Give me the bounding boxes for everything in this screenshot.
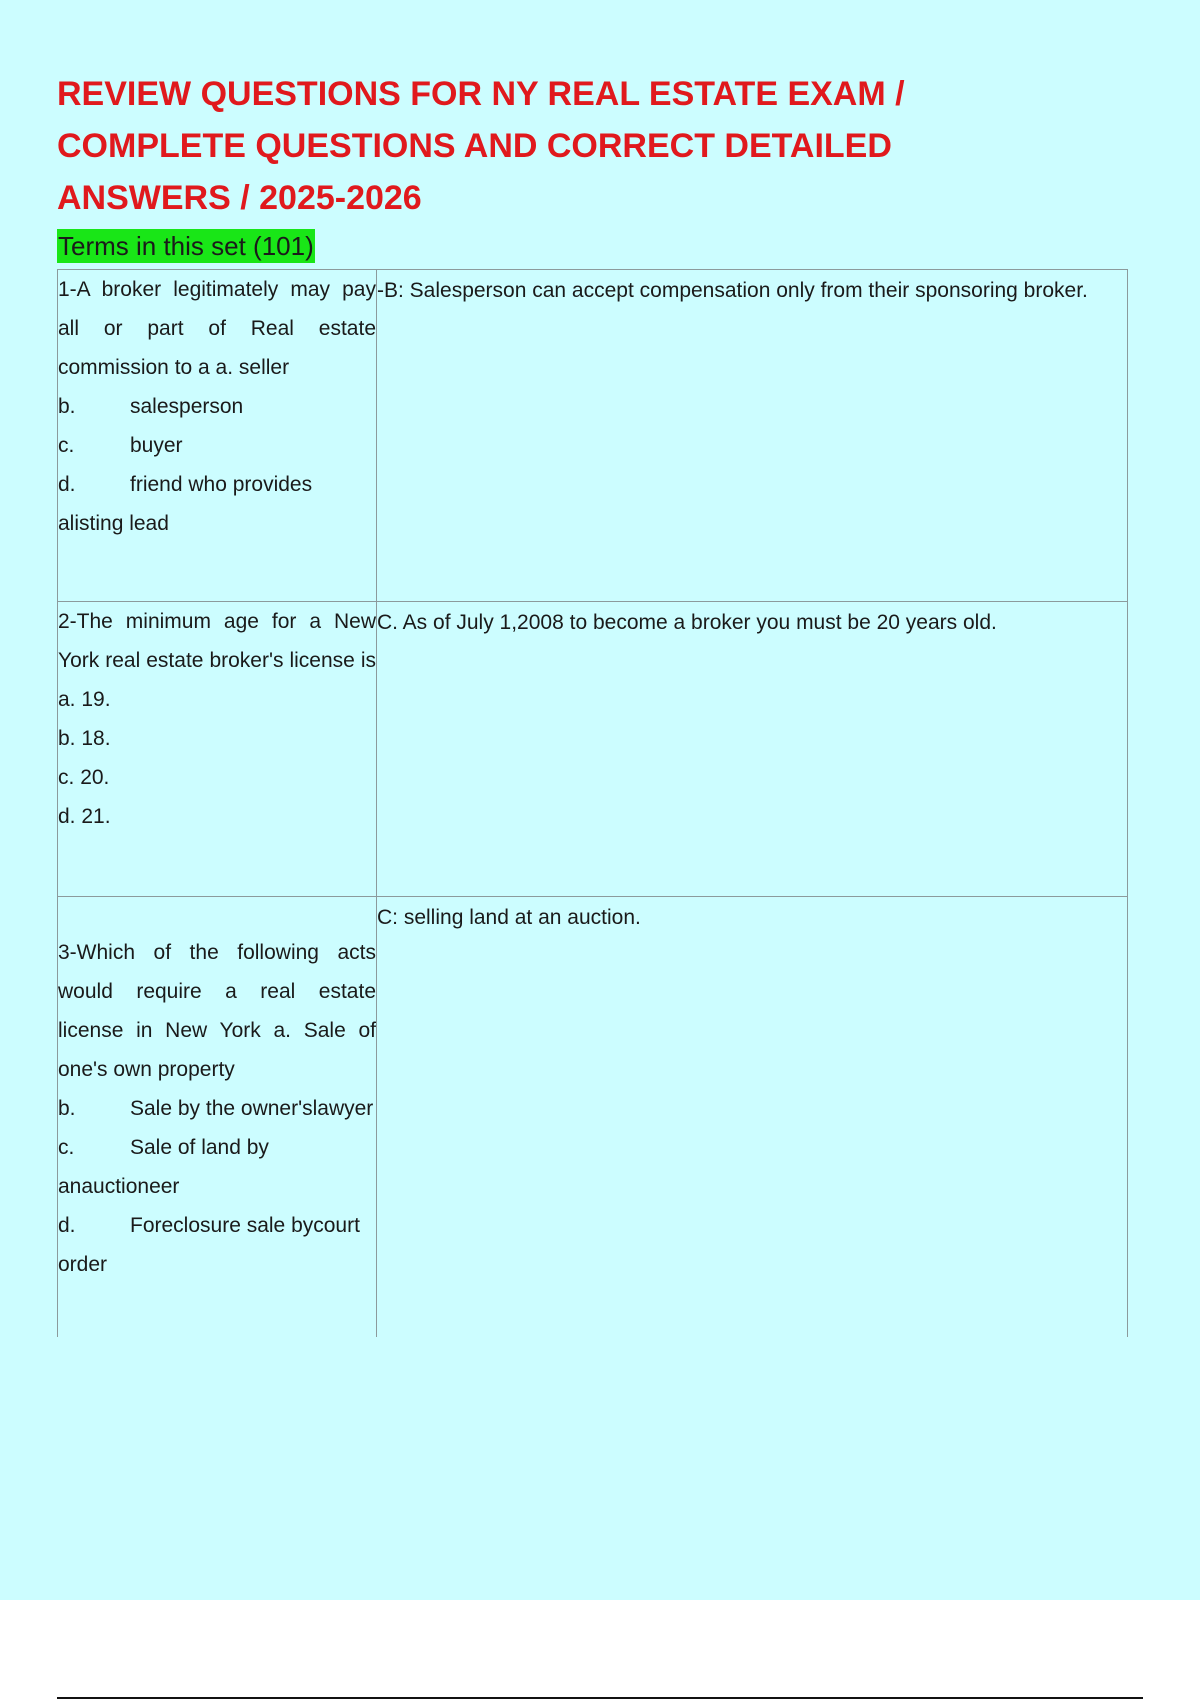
title-line: COMPLETE QUESTIONS AND CORRECT DETAILED — [57, 127, 892, 165]
answer-text: C. As of July 1,2008 to become a broker you must be 20 years old. — [377, 611, 997, 634]
option-text: 20. — [80, 766, 110, 789]
table-row — [58, 897, 1128, 1338]
option-letter: d. — [58, 473, 76, 496]
answer-text: -B: Salesperson can accept compensation only from their sponsoring broker. — [377, 279, 1088, 302]
option-text: 18. — [81, 727, 111, 750]
question-text: 3-Which of the following acts would require a real estate license in New York a. Sale of one's own property — [58, 941, 376, 1081]
title-line: REVIEW QUESTIONS FOR NY REAL ESTATE EXAM / — [57, 75, 905, 113]
answer-cell — [377, 602, 1128, 897]
option — [58, 426, 376, 465]
option-letter: c. — [58, 1136, 75, 1159]
table-row — [58, 270, 1128, 602]
option-text: friend who provides alisting lead — [58, 473, 313, 535]
answer-cell — [377, 270, 1128, 602]
title-line: ANSWERS / 2025-2026 — [57, 179, 422, 217]
option-letter: b. — [58, 727, 76, 750]
option — [58, 465, 376, 543]
option-text: Sale of land by anauctioneer — [58, 1136, 269, 1198]
question-text: 1-A broker legitimately may pay all or part of Real estate commission to a a. seller — [58, 278, 376, 379]
answer-cell — [377, 897, 1128, 1338]
option-letter: c. — [58, 434, 75, 457]
table-row — [58, 602, 1128, 897]
option — [58, 797, 376, 836]
option — [58, 387, 376, 426]
option — [58, 758, 376, 797]
option — [58, 1206, 376, 1284]
option-text: Sale by the owner'slawyer — [130, 1097, 374, 1120]
question-cell — [58, 270, 377, 602]
question-cell — [58, 897, 377, 1338]
option-letter: b. — [58, 1097, 76, 1120]
option-letter: d. — [58, 1214, 76, 1237]
answer-text: C: selling land at an auction. — [377, 906, 641, 929]
qa-table — [57, 269, 1128, 1337]
option-text: buyer — [130, 434, 183, 457]
option-letter: d. — [58, 805, 76, 828]
option-text: Foreclosure sale bycourt order — [58, 1214, 360, 1276]
document-title — [57, 68, 1057, 224]
question-cell — [58, 602, 377, 897]
option — [58, 719, 376, 758]
option — [58, 1128, 376, 1206]
terms-count-badge: Terms in this set (101) — [58, 231, 314, 261]
footer-divider — [57, 1697, 1143, 1699]
option-text: salesperson — [130, 395, 244, 418]
option-letter: c. — [58, 766, 75, 789]
option-text: 21. — [81, 805, 111, 828]
option-letter: b. — [58, 395, 76, 418]
option — [58, 1089, 376, 1128]
question-text: 2-The minimum age for a New York real estate broker's license is a. 19. — [58, 610, 376, 711]
